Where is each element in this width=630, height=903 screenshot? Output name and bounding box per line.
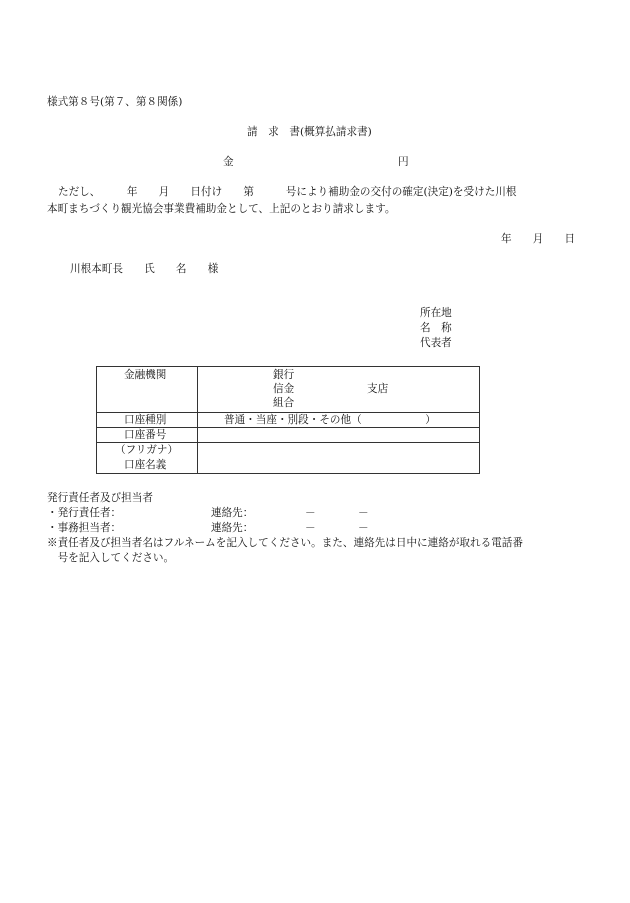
issuer-heading: 発行責任者及び担当者	[47, 492, 153, 504]
applicant-name-label: 名 称	[420, 322, 452, 334]
responsible-contact-label: 連絡先：	[211, 507, 254, 519]
body-text-line-2: 本町まちづくり観光協会事業費補助金として、上記のとおり請求します。	[47, 203, 396, 215]
note-line-1: ※責任者及び担当者名はフルネームを記入してください。また、連絡先は日中に連絡が取れる電話番	[47, 537, 523, 549]
financial-institution-label: 金融機関	[124, 369, 167, 381]
applicant-location-label: 所在地	[420, 307, 452, 319]
kumiai-label: 組合	[273, 397, 295, 409]
staff-person-label: ・事務担当者：	[47, 522, 122, 534]
body-text-line-1: ただし、 年 月 日付け 第 号により補助金の交付の確定(決定)を受けた川根	[58, 186, 517, 198]
table-column-divider	[197, 367, 198, 473]
account-type-options: 普通・当座・別段・その他（ ）	[224, 414, 436, 426]
account-holder-label: 口座名義	[124, 459, 167, 471]
applicant-representative-label: 代表者	[420, 337, 452, 349]
table-row-divider	[97, 427, 479, 428]
table-row-divider	[97, 442, 479, 443]
addressee: 川根本町長 氏 名 様	[70, 263, 219, 275]
bank-label: 銀行	[273, 369, 295, 381]
form-number: 様式第８号(第７、第８関係)	[47, 96, 183, 108]
responsible-contact-dashes: － －	[305, 507, 369, 519]
request-date: 年 月 日	[501, 233, 576, 245]
account-type-label: 口座種別	[124, 414, 167, 426]
amount-unit: 円	[398, 156, 409, 168]
branch-label: 支店	[367, 383, 389, 395]
responsible-person-label: ・発行責任者：	[47, 507, 122, 519]
table-row-divider	[97, 412, 479, 413]
bank-account-table	[96, 366, 480, 474]
amount-label: 金	[223, 156, 234, 168]
shinkin-label: 信金	[273, 383, 295, 395]
note-line-2: 号を記入してください。	[47, 552, 175, 564]
account-number-label: 口座番号	[124, 429, 167, 441]
staff-contact-label: 連絡先：	[211, 522, 254, 534]
staff-contact-dashes: － －	[305, 522, 369, 534]
furigana-label: （フリガナ）	[115, 444, 179, 456]
document-title: 請 求 書(概算払請求書)	[247, 126, 372, 138]
